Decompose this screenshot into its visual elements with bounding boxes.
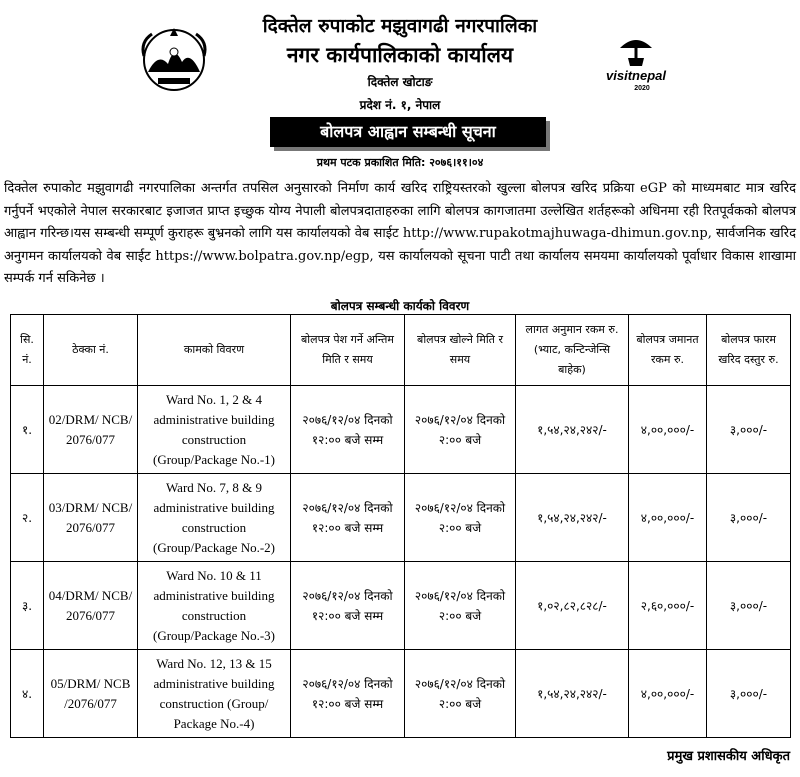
cell-security: ४,००,०००/-	[629, 650, 707, 738]
table-row	[11, 474, 791, 562]
header-opening: बोलपत्र खोल्ने मिति र समय	[405, 315, 516, 386]
cell-contract-no: 02/DRM/ NCB/ 2076/077	[44, 386, 138, 474]
cell-security: ४,००,०००/-	[629, 474, 707, 562]
cell-contract-no: 05/DRM/ NCB /2076/077	[44, 650, 138, 738]
cell-submission: २०७६/१२/०४ दिनको १२:०० बजे सम्म	[291, 386, 405, 474]
cell-opening: २०७६/१२/०४ दिनको २:०० बजे	[405, 650, 516, 738]
cell-sn: ३.	[11, 562, 44, 650]
table-caption: बोलपत्र सम्बन्धी कार्यको विवरण	[330, 299, 470, 313]
header-description: कामको विवरण	[138, 315, 291, 386]
notice-title: बोलपत्र आह्वान सम्बन्धी सूचना	[270, 117, 546, 147]
cell-submission: २०७६/१२/०४ दिनको १२:०० बजे सम्म	[291, 474, 405, 562]
table-row	[11, 650, 791, 738]
signature-title: प्रमुख प्रशासकीय अधिकृत	[667, 749, 790, 764]
cell-contract-no: 03/DRM/ NCB/ 2076/077	[44, 474, 138, 562]
office-location: दिक्तेल खोटाङ	[367, 75, 433, 89]
cell-cost: १,५४,२४,२४२/-	[516, 650, 629, 738]
cell-contract-no: 04/DRM/ NCB/ 2076/077	[44, 562, 138, 650]
office-name: नगर कार्यपालिकाको कार्यालय	[286, 43, 514, 67]
cell-submission: २०७६/१२/०४ दिनको १२:०० बजे सम्म	[291, 562, 405, 650]
cell-cost: १,५४,२४,२४२/-	[516, 474, 629, 562]
cell-opening: २०७६/१२/०४ दिनको २:०० बजे	[405, 386, 516, 474]
visit-logo-text: visitnepal	[606, 68, 666, 83]
cell-cost: १,५४,२४,२४२/-	[516, 386, 629, 474]
cell-description: Ward No. 10 & 11 administrative building construction (Group/Package No.-3)	[138, 562, 291, 650]
cell-cost: १,०२,८२,८२८/-	[516, 562, 629, 650]
cell-form-fee: ३,०००/-	[707, 474, 791, 562]
cell-opening: २०७६/१२/०४ दिनको २:०० बजे	[405, 474, 516, 562]
table-row	[11, 562, 791, 650]
cell-opening: २०७६/१२/०४ दिनको २:०० बजे	[405, 562, 516, 650]
header-contract-no: ठेक्का नं.	[44, 315, 138, 386]
header-cost: लागत अनुमान रकम रु. (भ्याट, कन्टिन्जेन्सि बाहेक)	[516, 315, 629, 386]
header-security: बोलपत्र जमानत रकम रु.	[629, 315, 707, 386]
bid-table	[10, 314, 791, 738]
header-sn: सि. नं.	[11, 315, 44, 386]
cell-description: Ward No. 7, 8 & 9 administrative building construction (Group/Package No.-2)	[138, 474, 291, 562]
province-line: प्रदेश नं. १, नेपाल	[359, 98, 441, 112]
header-submission: बोलपत्र पेश गर्ने अन्तिम मिति र समय	[291, 315, 405, 386]
intro-paragraph: दिक्तेल रुपाकोट मझुवागढी नगरपालिका अन्तर्गत तपसिल अनुसारको निर्माण कार्य खरिद राष्ट्रियस्तरको खुल्ला बोलपत्र खरिद प्रक्रिया eGP को माध्यमबाट मात्र खरिद गर्नुपर्ने भएकोले नेपाल सरकारबाट इजाजत प्राप्त इच्छुक योग्य नेपाली बोलपत्रदाताहरुका लागि बोलपत्र कागजातमा उल्लेखित शर्तहरूको अधिनमा रही रितपूर्वकको बोलपत्र आह्वान गरिन्छ।यस सम्बन्धी सम्पूर्ण कुराहरू बुभ्रनको लागि यस कार्यालयको वेब साईट http://www.rupakotmajhuwaga-dhimun.gov.np, सार्वजनिक खरिद अनुगमन कार्यालयको वेब साईट https://www.bolpatra.gov.np/egp, यस कार्यालयको सूचना पाटी तथा कार्यालय समयमा कार्यालयको पूर्वाधार विकास शाखामा सम्पर्क गर्न सकिनेछ ।	[4, 181, 796, 286]
header-form-fee: बोलपत्र फारम खरिद दस्तुर रु.	[707, 315, 791, 386]
cell-form-fee: ३,०००/-	[707, 386, 791, 474]
cell-description: Ward No. 1, 2 & 4 administrative building construction (Group/Package No.-1)	[138, 386, 291, 474]
cell-form-fee: ३,०००/-	[707, 650, 791, 738]
cell-security: २,६०,०००/-	[629, 562, 707, 650]
cell-sn: ४.	[11, 650, 44, 738]
municipality-name: दिक्तेल रुपाकोट मझुवागढी नगरपालिका	[262, 15, 538, 37]
cell-sn: १.	[11, 386, 44, 474]
table-header-row	[11, 315, 791, 386]
cell-form-fee: ३,०००/-	[707, 562, 791, 650]
cell-description: Ward No. 12, 13 & 15 administrative building construction (Group/ Package No.-4)	[138, 650, 291, 738]
cell-security: ४,००,०००/-	[629, 386, 707, 474]
table-row	[11, 386, 791, 474]
cell-submission: २०७६/१२/०४ दिनको १२:०० बजे सम्म	[291, 650, 405, 738]
published-date: प्रथम पटक प्रकाशित मिति: २०७६।११।०४	[316, 156, 484, 169]
cell-sn: २.	[11, 474, 44, 562]
visit-logo-year: 2020	[634, 85, 650, 92]
